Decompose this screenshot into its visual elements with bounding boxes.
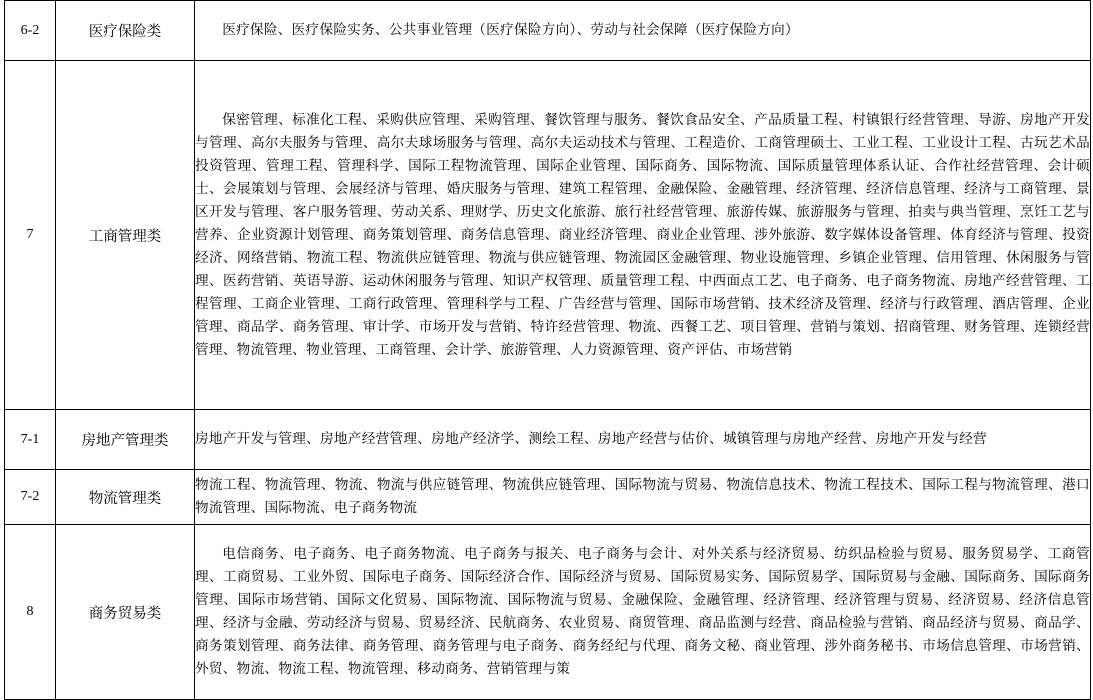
category-code: 6-2 xyxy=(5,1,56,61)
category-name: 工商管理类 xyxy=(56,61,195,410)
majors-list: 房地产开发与管理、房地产经营管理、房地产经济学、测绘工程、房地产经营与估价、城镇管理与房地产经营、房地产开发与经营 xyxy=(195,410,1091,470)
majors-list: 电信商务、电子商务、电子商务物流、电子商务与报关、电子商务与会计、对外关系与经济贸易、纺织品检验与贸易、服务贸易学、工商管理、工商贸易、工业外贸、国际电子商务、国际经济合作、国际经济与贸易、国际贸易实务、国际贸易学、国际贸易与金融、国际商务、国际商务管理、国际市场营销、国际文化贸易、国际物流、国际物流与贸易、金融保险、金融管理、经济管理、经济管理与贸易、经济贸易、经济信息管理、经济与金融、劳动经济与贸易、贸易经济、民航商务、农业贸易、商贸管理、商品监测与经营、商品检验与营销、商品经济与贸易、商品学、商务策划管理、商务法律、商务管理、商务管理与电子商务、商务经纪与代理、商务文秘、商业管理、涉外商务秘书、市场信息管理、市场营销、外贸、物流、物流工程、物流管理、移动商务、营销管理与策 xyxy=(195,525,1091,700)
table-row xyxy=(5,470,1091,525)
table-row xyxy=(5,61,1091,410)
table-row xyxy=(5,410,1091,470)
category-name: 商务贸易类 xyxy=(56,525,195,700)
category-code: 7 xyxy=(5,61,56,410)
category-name: 房地产管理类 xyxy=(56,410,195,470)
category-code: 8 xyxy=(5,525,56,700)
category-code: 7-2 xyxy=(5,470,56,525)
majors-list: 保密管理、标准化工程、采购供应管理、采购管理、餐饮管理与服务、餐饮食品安全、产品质量工程、村镇银行经营管理、导游、房地产开发与管理、高尔夫服务与管理、高尔夫球场服务与管理、高尔夫运动技术与管理、工程造价、工商管理硕士、工业工程、工业设计工程、古玩艺术品投资管理、管理工程、管理科学、国际工程物流管理、国际企业管理、国际商务、国际物流、国际质量管理体系认证、合作社经营管理、会计硕士、会展策划与管理、会展经济与管理、婚庆服务与管理、建筑工程管理、金融保险、金融管理、经济管理、经济信息管理、经济与工商管理、景区开发与管理、客户服务管理、劳动关系、理财学、历史文化旅游、旅行社经营管理、旅游传媒、旅游服务与管理、拍卖与典当管理、烹饪工艺与营养、企业资源计划管理、商务策划管理、商务信息管理、商业经济管理、商业企业管理、涉外旅游、数字媒体设备管理、体育经济与管理、投资经济、网络营销、物流工程、物流供应链管理、物流与供应链管理、物流园区金融管理、物业设施管理、乡镇企业管理、信用管理、休闲服务与管理、医药营销、英语导游、运动休闲服务与管理、知识产权管理、质量管理工程、中西面点工艺、电子商务、电子商务物流、房地产经营管理、工程管理、工商企业管理、工商行政管理、管理科学与工程、广告经营与管理、国际市场营销、技术经济及管理、经济与行政管理、酒店管理、企业管理、商品学、商务管理、审计学、市场开发与营销、特许经营管理、物流、西餐工艺、项目管理、营销与策划、招商管理、财务管理、连锁经营管理、物流管理、物业管理、工商管理、会计学、旅游管理、人力资源管理、资产评估、市场营销 xyxy=(195,61,1091,410)
category-name: 物流管理类 xyxy=(56,470,195,525)
majors-list: 物流工程、物流管理、物流、物流与供应链管理、物流供应链管理、国际物流与贸易、物流信息技术、物流工程技术、国际工程与物流管理、港口物流管理、国际物流、电子商务物流 xyxy=(195,470,1091,525)
category-code: 7-1 xyxy=(5,410,56,470)
category-name: 医疗保险类 xyxy=(56,1,195,61)
table-row xyxy=(5,1,1091,61)
major-category-table xyxy=(4,0,1091,700)
table-row xyxy=(5,525,1091,700)
majors-list: 医疗保险、医疗保险实务、公共事业管理（医疗保险方向）、劳动与社会保障（医疗保险方向） xyxy=(195,1,1091,61)
